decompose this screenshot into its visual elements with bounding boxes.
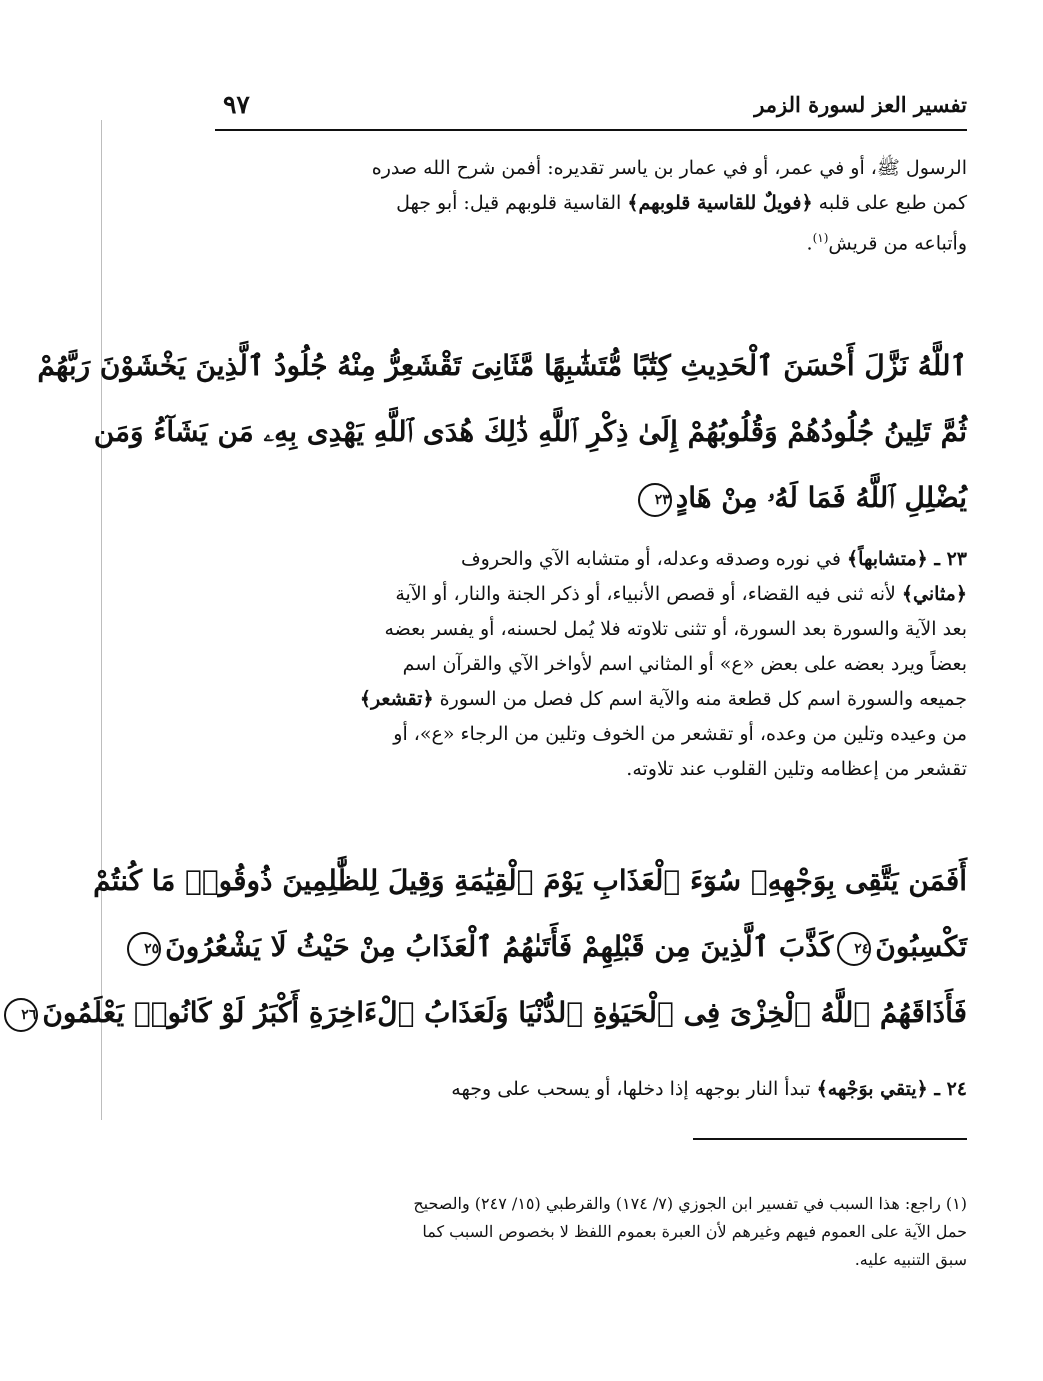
verses-line-2: تَكْسِبُونَ٢٤كَذَّبَ ٱلَّذِينَ مِن قَبْلِهِمْ فَأَتَىٰهُمُ ٱلْعَذَابُ مِنْ حَيْثُ لَا يَشْعُرُونَ٢٥ — [215, 914, 967, 980]
intro-line-3: وأتباعه من قريش$^{(١)}$. — [806, 231, 967, 255]
verse-23-line-3: يُضْلِلِ ٱللَّهُ فَمَا لَهُۥ مِنْ هَادٍ٢٣ — [215, 465, 967, 531]
commentary-23-line-3: بعد الآية والسورة بعد السورة، أو تثنى تلاوته فلا يُمل لحسنه، أو يفسر بعضه — [384, 618, 967, 640]
book-page — [21, 0, 1043, 1381]
commentary-24 — [215, 1072, 967, 1107]
verse-23-line-2: ثُمَّ تَلِينُ جُلُودُهُمْ وَقُلُوبُهُمْ إِلَىٰ ذِكْرِ ٱللَّهِ ذَٰلِكَ هُدَى ٱللَّهِ يَهْدِى بِهِۦ مَن يَشَآءُ وَمَن — [93, 415, 967, 448]
footnote-line-3: سبق التنبيه عليه. — [854, 1250, 967, 1269]
page-number: ٩٧ — [223, 90, 250, 119]
ayah-number-23: ٢٣ — [638, 483, 672, 517]
commentary-23-line-1: ٢٣ ـ ﴿متشابهاً﴾ في نوره وصدقه وعدله، أو متشابه الآي والحروف — [460, 548, 967, 570]
header-title: تفسير العز لسورة الزمر — [754, 92, 967, 117]
ayah-number-25: ٢٥ — [127, 932, 161, 966]
quran-quote: ﴿فويلٌ للقاسية قلوبهم﴾ — [627, 192, 813, 214]
scan-margin-line — [101, 120, 102, 1120]
quran-quote: ﴿متشابهاً﴾ — [847, 548, 928, 570]
verses-line-3: فَأَذَاقَهُمُ ٱللَّهُ ٱلْخِزْىَ فِى ٱلْحَيَوٰةِ ٱلدُّنْيَا وَلَعَذَابُ ٱلْءَاخِرَةِ أَكْبَرُ لَوْ كَانُوا۟ يَعْلَمُونَ٢٦ — [215, 980, 967, 1046]
footnote — [215, 1190, 967, 1274]
footnote-ref: (١) — [812, 231, 829, 245]
commentary-23-line-6: من وعيده وتلين من وعده، أو تقشعر من الخوف وتلين من الرجاء «ع»، أو — [393, 723, 967, 745]
commentary-23-line-2: ﴿مثاني﴾ لأنه ثنى فيه القضاء، أو قصص الأنبياء، أو ذكر الجنة والنار، أو الآية — [395, 583, 967, 605]
commentary-23 — [215, 542, 967, 787]
verse-23-block — [37, 333, 967, 531]
verses-line-1: أَفَمَن يَتَّقِى بِوَجْهِهِۦ سُوٓءَ ٱلْعَذَابِ يَوْمَ ٱلْقِيَٰمَةِ وَقِيلَ لِلظَّٰلِمِينَ ذُوقُوا۟ مَا كُنتُمْ — [93, 864, 967, 897]
quran-quote: ﴿يتقي بوَجْهه﴾ — [816, 1078, 928, 1100]
intro-line-2: كمن طبع على قلبه ﴿فويلٌ للقاسية قلوبهم﴾ القاسية قلوبهم قيل: أبو جهل — [396, 192, 967, 214]
verse-23-line-1: ٱللَّهُ نَزَّلَ أَحْسَنَ ٱلْحَدِيثِ كِتَٰبًا مُّتَشَٰبِهًا مَّثَانِىَ تَقْشَعِرُّ مِنْهُ جُلُودُ ٱلَّذِينَ يَخْشَوْنَ رَبَّهُمْ — [37, 349, 967, 382]
intro-paragraph — [215, 151, 967, 261]
verses-24-26-block — [21, 848, 967, 1046]
intro-line-1: الرسول ﷺ، أو في عمر، أو في عمار بن ياسر تقديره: أفمن شرح الله صدره — [371, 157, 967, 179]
ayah-number-26: ٢٦ — [4, 998, 38, 1032]
footnote-line-1: (١) راجع: هذا السبب في تفسير ابن الجوزي (٧/ ١٧٤) والقرطبي (١٥/ ٢٤٧) والصحيح — [413, 1194, 967, 1213]
running-header — [215, 90, 967, 130]
header-rule — [215, 129, 967, 131]
footnote-rule — [693, 1138, 967, 1140]
commentary-23-line-7: تقشعر من إعظامه وتلين القلوب عند تلاوته. — [626, 758, 967, 780]
ayah-number-24: ٢٤ — [837, 932, 871, 966]
commentary-23-line-5: جميعه والسورة اسم كل قطعة منه والآية اسم كل فصل من السورة ﴿تقشعر﴾ — [359, 688, 967, 710]
commentary-24-line-1: ٢٤ ـ ﴿يتقي بوَجْهه﴾ تبدأ النار بوجهه إذا دخلها، أو يسحب على وجهه — [451, 1078, 967, 1100]
quran-quote: ﴿تقشعر﴾ — [359, 688, 434, 710]
quran-quote: ﴿مثاني﴾ — [901, 583, 967, 605]
commentary-23-line-4: بعضاً ويرد بعضه على بعض «ع» أو المثاني اسم لأواخر الآي والقرآن اسم — [402, 653, 967, 675]
footnote-line-2: حمل الآية على العموم فيهم وغيرهم لأن العبرة بعموم اللفظ لا بخصوص السبب كما — [422, 1222, 967, 1241]
